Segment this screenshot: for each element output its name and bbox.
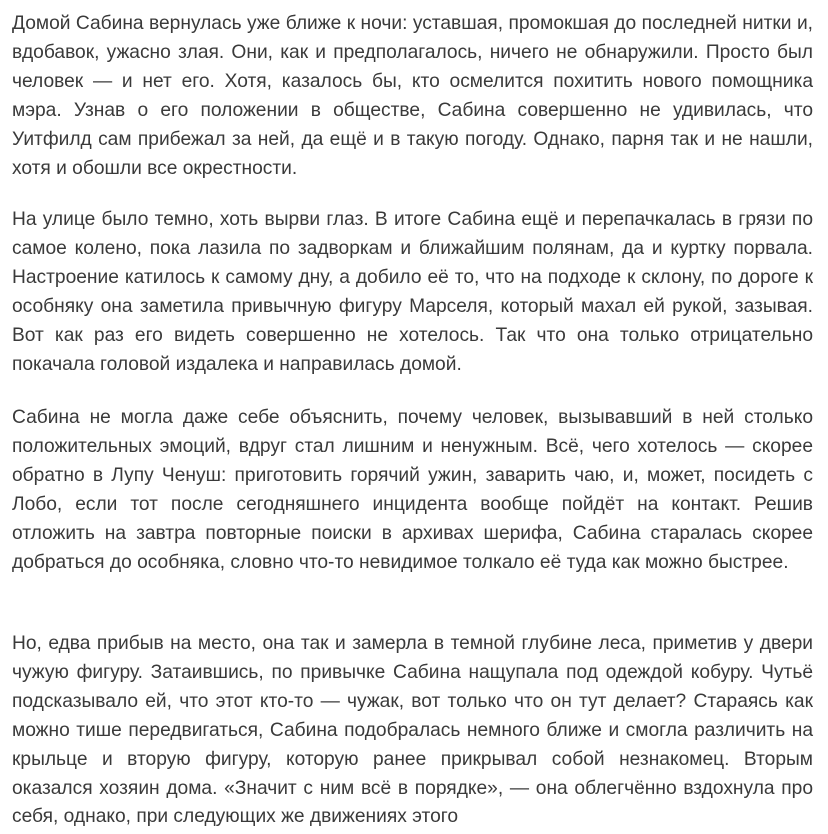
paragraph-4: Но, едва прибыв на место, она так и замерла в темной глубине леса, приметив у двери чужую фигуру. Затаившись, по привычке Сабина нащупала под одеждой кобуру. Чутьё подсказывало ей, что этот кто-то — чужак, вот только что он тут делает? Стараясь как можно тише передвигаться, Сабина подобралась немного ближе и смогла различить на крыльце и вторую фигуру, которую ранее прикрывал собой незнакомец. Вторым оказался хозяин дома. «Значит с ним всё в порядке», — она облегчённо вздохнула про себя, однако, при следующих же движениях этого <box>12 633 813 828</box>
paragraph-3: Сабина не могла даже себе объяснить, почему человек, вызывавший в ней столько положительных эмоций, вдруг стал лишним и ненужным. Всё, чего хотелось — скорее обратно в Лупу Ченуш: приготовить горячий ужин, заварить чаю, и, может, посидеть с Лобо, если тот после сегодняшнего инцидента вообще пойдёт на контакт. Решив отложить на завтра повторные поиски в архивах шерифа, Сабина старалась скорее добраться до особняка, словно что-то невидимое толкало её туда как можно быстрее. <box>12 407 813 573</box>
paragraph-1: Домой Сабина вернулась уже ближе к ночи: уставшая, промокшая до последней нитки и, вдобавок, ужасно злая. Они, как и предполагалось, ничего не обнаружили. Просто был человек — и нет его. Хотя, казалось бы, кто осмелится похитить нового помощника мэра. Узнав о его положении в обществе, Сабина совершенно не удивилась, что Уитфилд сам прибежал за ней, да ещё и в такую погоду. Однако, парня так и не нашли, хотя и обошли все окрестности. <box>12 13 813 179</box>
paragraph-2: На улице было темно, хоть вырви глаз. В итоге Сабина ещё и перепачкалась в грязи по самое колено, пока лазила по задворкам и ближайшим полянам, да и куртку порвала. Настроение катилось к самому дну, а добило её то, что на подходе к склону, по дороге к особняку она заметила привычную фигуру Марселя, который махал ей рукой, зазывая. Вот как раз его видеть совершенно не хотелось. Так что она только отрицательно покачала головой издалека и направилась домой. <box>12 209 813 375</box>
